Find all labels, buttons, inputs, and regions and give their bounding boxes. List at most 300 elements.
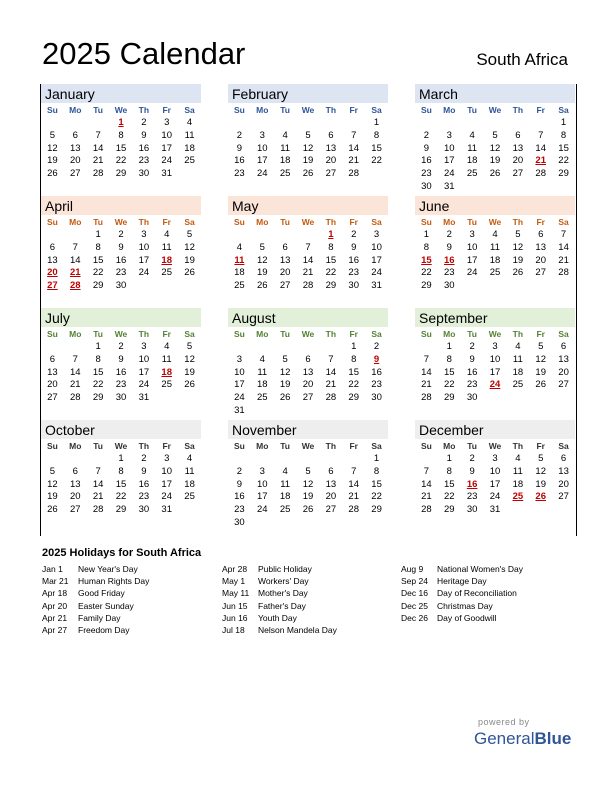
day: 22 xyxy=(371,491,382,503)
day: 6 xyxy=(560,453,567,464)
day: 28 xyxy=(348,504,359,516)
day: 22 xyxy=(92,379,104,391)
holiday-day: 18 xyxy=(161,366,172,378)
month-february xyxy=(228,84,388,195)
day: 20 xyxy=(302,379,314,391)
day: 19 xyxy=(184,366,195,378)
day: 22 xyxy=(348,379,359,391)
weekday-label: Fr xyxy=(349,105,358,115)
day: 9 xyxy=(423,142,430,154)
day: 27 xyxy=(47,392,58,404)
weekday-label: Mo xyxy=(256,217,269,227)
day: 3 xyxy=(446,129,452,141)
holiday-row xyxy=(401,600,581,612)
day-blank xyxy=(251,453,274,466)
day: 19 xyxy=(279,379,291,391)
day: 4 xyxy=(515,453,521,464)
day: 26 xyxy=(47,168,58,180)
holiday-name: Day of Goodwill xyxy=(437,612,497,623)
day: 5 xyxy=(259,241,265,253)
day: 29 xyxy=(115,168,127,180)
day: 10 xyxy=(234,366,245,378)
day: 6 xyxy=(560,341,567,352)
day: 1 xyxy=(95,341,101,352)
holiday-name: Father's Day xyxy=(258,600,306,611)
day: 17 xyxy=(138,366,150,378)
holiday-day: 28 xyxy=(69,280,81,292)
day: 14 xyxy=(92,478,104,490)
weekday-label: Su xyxy=(420,329,432,339)
weekday-header xyxy=(228,215,388,229)
day-blank xyxy=(319,341,342,354)
holiday-date: Dec 25 xyxy=(401,600,428,611)
holiday-row xyxy=(42,624,222,636)
day: 15 xyxy=(443,478,455,490)
day: 5 xyxy=(305,465,311,477)
weekday-label: Th xyxy=(138,441,150,451)
holiday-column-3 xyxy=(401,563,581,624)
holidays-title: 2025 Holidays for South Africa xyxy=(42,547,202,559)
day: 28 xyxy=(92,504,104,516)
day: 1 xyxy=(373,117,380,128)
day-grid xyxy=(41,117,201,181)
day: 18 xyxy=(184,478,195,490)
day: 8 xyxy=(560,129,567,141)
day: 4 xyxy=(186,453,193,464)
holiday-name: Public Holiday xyxy=(258,564,312,574)
day: 19 xyxy=(184,254,195,266)
day: 24 xyxy=(138,379,150,391)
day: 15 xyxy=(115,478,127,490)
day: 2 xyxy=(236,129,243,141)
holiday-row xyxy=(222,624,402,636)
day-blank xyxy=(297,229,320,242)
holiday-row xyxy=(222,575,402,587)
day: 21 xyxy=(348,491,359,503)
day: 9 xyxy=(446,241,452,253)
day-blank xyxy=(64,453,87,466)
day: 21 xyxy=(558,254,569,266)
weekday-label: Su xyxy=(233,441,245,451)
day: 27 xyxy=(558,379,569,391)
day: 10 xyxy=(138,353,150,365)
month-august xyxy=(228,308,388,419)
day: 12 xyxy=(535,353,546,365)
day: 18 xyxy=(279,155,291,167)
weekday-label: Sa xyxy=(371,217,382,227)
day: 18 xyxy=(234,267,245,279)
weekday-label: We xyxy=(114,441,128,451)
day: 26 xyxy=(512,267,524,279)
day-blank xyxy=(484,117,507,130)
day-grid xyxy=(228,229,388,293)
day: 4 xyxy=(515,341,521,352)
holiday-date: Mar 21 xyxy=(42,576,69,587)
day: 16 xyxy=(138,478,150,490)
day: 12 xyxy=(489,142,501,154)
day: 23 xyxy=(138,155,150,167)
day: 26 xyxy=(184,379,195,391)
day: 19 xyxy=(535,478,546,490)
month-december xyxy=(415,420,575,531)
day: 27 xyxy=(302,392,314,404)
day: 5 xyxy=(282,353,288,365)
weekday-label: Sa xyxy=(558,441,569,451)
day: 2 xyxy=(423,129,430,141)
day-grid xyxy=(415,341,575,405)
day: 20 xyxy=(47,379,58,391)
weekday-label: Sa xyxy=(558,105,569,115)
day: 23 xyxy=(115,267,127,279)
weekday-label: Su xyxy=(233,105,245,115)
day: 2 xyxy=(118,341,124,352)
day-grid xyxy=(415,229,575,293)
day: 19 xyxy=(47,155,58,167)
day: 19 xyxy=(302,491,314,503)
weekday-header xyxy=(415,215,575,229)
day: 17 xyxy=(256,491,268,503)
weekday-label: Sa xyxy=(371,441,382,451)
weekday-label: Sa xyxy=(558,217,569,227)
day: 8 xyxy=(118,129,124,141)
holiday-date: Apr 27 xyxy=(42,624,68,635)
day: 8 xyxy=(373,465,380,477)
weekday-label: Th xyxy=(138,329,150,339)
day: 25 xyxy=(234,280,245,292)
holiday-column-1 xyxy=(42,563,222,636)
day: 6 xyxy=(282,241,288,253)
day: 30 xyxy=(348,280,359,292)
day-blank xyxy=(87,453,110,466)
day: 4 xyxy=(186,117,193,128)
day-blank xyxy=(438,117,461,130)
weekday-label: Th xyxy=(512,217,524,227)
day-blank xyxy=(274,117,297,130)
weekday-header xyxy=(41,327,201,341)
day: 13 xyxy=(69,478,81,490)
weekday-label: Mo xyxy=(256,105,269,115)
weekday-label: Th xyxy=(512,105,524,115)
day: 29 xyxy=(421,280,432,292)
day: 14 xyxy=(348,142,359,154)
day: 16 xyxy=(138,142,150,154)
day: 30 xyxy=(466,392,478,404)
day: 11 xyxy=(257,366,268,378)
holiday-day: 18 xyxy=(161,254,172,266)
day: 12 xyxy=(184,353,195,365)
day: 10 xyxy=(371,241,382,253)
day: 22 xyxy=(443,491,455,503)
day: 16 xyxy=(466,366,478,378)
day: 24 xyxy=(256,504,268,516)
day: 25 xyxy=(161,379,172,391)
weekday-label: We xyxy=(301,441,315,451)
day: 26 xyxy=(184,267,195,279)
weekday-label: Tu xyxy=(93,441,104,451)
day-blank xyxy=(461,117,484,130)
month-january xyxy=(41,84,201,195)
day: 7 xyxy=(423,465,430,477)
weekday-label: Mo xyxy=(256,329,269,339)
day: 28 xyxy=(92,168,104,180)
day: 25 xyxy=(184,155,195,167)
day: 16 xyxy=(234,155,245,167)
day-blank xyxy=(415,453,438,466)
holiday-date: Dec 16 xyxy=(401,588,428,599)
day: 5 xyxy=(538,341,544,352)
holiday-day: 1 xyxy=(328,229,334,240)
day: 30 xyxy=(115,280,127,292)
weekday-label: Su xyxy=(420,441,432,451)
day: 31 xyxy=(138,392,150,404)
day: 25 xyxy=(466,168,478,180)
day: 23 xyxy=(371,379,382,391)
holiday-column-2 xyxy=(222,563,402,636)
day: 12 xyxy=(184,241,195,253)
day: 4 xyxy=(164,341,170,352)
holiday-day: 24 xyxy=(489,379,501,391)
month-name: May xyxy=(228,196,388,215)
day: 7 xyxy=(72,353,78,365)
day-grid xyxy=(415,117,575,194)
holiday-row xyxy=(401,575,581,587)
day: 7 xyxy=(305,241,311,253)
day: 22 xyxy=(443,379,455,391)
month-july xyxy=(41,308,201,419)
day: 30 xyxy=(466,504,478,516)
day: 4 xyxy=(282,129,288,141)
day-grid xyxy=(228,453,388,530)
month-name: June xyxy=(415,196,575,215)
day: 30 xyxy=(421,180,432,192)
day: 24 xyxy=(161,155,172,167)
weekday-label: Th xyxy=(138,217,150,227)
day: 14 xyxy=(325,366,337,378)
holiday-day: 15 xyxy=(421,254,432,266)
day: 27 xyxy=(69,168,81,180)
weekday-label: Tu xyxy=(280,329,291,339)
month-name: April xyxy=(41,196,201,215)
day: 10 xyxy=(489,465,501,477)
day: 21 xyxy=(325,379,337,391)
day-blank xyxy=(64,229,87,242)
day: 18 xyxy=(184,142,195,154)
day: 15 xyxy=(558,142,569,154)
day: 16 xyxy=(348,254,359,266)
day: 26 xyxy=(302,504,314,516)
day: 13 xyxy=(47,254,58,266)
day: 13 xyxy=(279,254,291,266)
day: 9 xyxy=(118,241,124,253)
holiday-name: New Year's Day xyxy=(78,564,138,574)
day: 22 xyxy=(115,491,127,503)
weekday-header xyxy=(415,103,575,117)
weekday-label: Th xyxy=(325,105,337,115)
day: 28 xyxy=(421,392,432,404)
day-grid xyxy=(41,453,201,517)
day: 17 xyxy=(489,366,501,378)
day: 10 xyxy=(489,353,501,365)
day: 30 xyxy=(443,280,455,292)
day: 27 xyxy=(279,280,291,292)
weekday-header xyxy=(415,439,575,453)
brand-logo[interactable] xyxy=(474,729,571,749)
day: 15 xyxy=(348,366,359,378)
day: 4 xyxy=(469,129,475,141)
day: 26 xyxy=(302,168,314,180)
holiday-row xyxy=(222,587,402,599)
day: 31 xyxy=(161,504,172,516)
holiday-name: Christmas Day xyxy=(437,600,493,611)
day-grid xyxy=(41,229,201,293)
day: 26 xyxy=(47,504,58,516)
day: 18 xyxy=(466,155,478,167)
holiday-row xyxy=(42,575,222,587)
day: 10 xyxy=(443,142,455,154)
weekday-label: Tu xyxy=(280,441,291,451)
day: 9 xyxy=(236,142,243,154)
day: 13 xyxy=(558,465,569,477)
day: 27 xyxy=(512,168,524,180)
day: 17 xyxy=(466,254,478,266)
day: 16 xyxy=(371,366,382,378)
day: 13 xyxy=(558,353,569,365)
day: 31 xyxy=(234,404,245,416)
day: 1 xyxy=(95,229,101,240)
day: 7 xyxy=(560,229,567,240)
month-name: January xyxy=(41,84,201,103)
weekday-label: We xyxy=(301,329,315,339)
day: 14 xyxy=(421,478,432,490)
day: 25 xyxy=(512,379,524,391)
weekday-label: We xyxy=(488,105,502,115)
holiday-day: 21 xyxy=(69,267,81,279)
day: 19 xyxy=(302,155,314,167)
weekday-label: Sa xyxy=(371,329,382,339)
weekday-label: Th xyxy=(325,441,337,451)
day: 28 xyxy=(558,267,569,279)
holiday-name: Heritage Day xyxy=(437,576,487,587)
day: 11 xyxy=(467,142,478,154)
holiday-row xyxy=(222,612,402,624)
weekday-label: Su xyxy=(420,217,432,227)
day: 11 xyxy=(490,241,500,253)
day: 16 xyxy=(115,366,127,378)
day: 8 xyxy=(373,129,380,141)
day: 31 xyxy=(443,180,455,192)
day: 11 xyxy=(280,142,291,154)
month-may xyxy=(228,196,388,307)
weekday-label: Fr xyxy=(162,217,171,227)
weekday-label: Mo xyxy=(443,105,456,115)
day: 9 xyxy=(236,478,243,490)
day-blank xyxy=(228,341,251,354)
day: 26 xyxy=(279,392,291,404)
day: 20 xyxy=(325,155,337,167)
day: 11 xyxy=(161,241,172,253)
page-title: 2025 Calendar xyxy=(42,36,246,71)
holiday-date: Jul 18 xyxy=(222,624,245,635)
day: 14 xyxy=(92,142,104,154)
day: 1 xyxy=(118,453,124,464)
weekday-label: Su xyxy=(46,105,58,115)
day: 12 xyxy=(256,254,268,266)
day: 25 xyxy=(489,267,501,279)
day: 11 xyxy=(184,129,195,141)
holiday-name: Freedom Day xyxy=(78,624,130,635)
day: 5 xyxy=(49,129,56,141)
weekday-label: We xyxy=(488,329,502,339)
holiday-name: Good Friday xyxy=(78,588,125,599)
day: 7 xyxy=(423,353,430,365)
day: 29 xyxy=(92,280,104,292)
holiday-day: 11 xyxy=(234,254,245,266)
weekday-label: Th xyxy=(325,329,337,339)
day: 29 xyxy=(443,504,455,516)
day: 15 xyxy=(325,254,337,266)
day: 22 xyxy=(558,155,569,167)
weekday-label: Su xyxy=(46,441,58,451)
day: 5 xyxy=(515,229,521,240)
day: 6 xyxy=(72,465,78,477)
weekday-label: Fr xyxy=(536,441,545,451)
day-blank xyxy=(297,453,320,466)
day: 23 xyxy=(115,379,127,391)
day: 1 xyxy=(446,341,452,352)
day: 28 xyxy=(535,168,546,180)
day: 26 xyxy=(256,280,268,292)
day-grid xyxy=(41,341,201,405)
day: 22 xyxy=(115,155,127,167)
day: 17 xyxy=(443,155,455,167)
day: 15 xyxy=(92,366,104,378)
day: 23 xyxy=(466,379,478,391)
day: 2 xyxy=(236,465,243,477)
weekday-label: Mo xyxy=(69,105,82,115)
day: 7 xyxy=(95,465,101,477)
holiday-row xyxy=(401,612,581,624)
holiday-name: Easter Sunday xyxy=(78,600,134,611)
day: 1 xyxy=(351,341,357,352)
day: 19 xyxy=(512,254,524,266)
day: 18 xyxy=(512,366,524,378)
day: 6 xyxy=(515,129,521,141)
day: 31 xyxy=(161,168,172,180)
day: 9 xyxy=(118,353,124,365)
weekday-label: We xyxy=(488,441,502,451)
day: 9 xyxy=(469,465,475,477)
weekday-label: Su xyxy=(46,217,58,227)
day: 20 xyxy=(69,155,81,167)
day: 17 xyxy=(161,142,172,154)
day: 21 xyxy=(302,267,314,279)
holiday-day: 25 xyxy=(512,491,524,503)
day: 25 xyxy=(161,267,172,279)
day: 14 xyxy=(69,254,81,266)
day: 25 xyxy=(279,168,291,180)
weekday-label: Fr xyxy=(162,105,171,115)
day-blank xyxy=(297,117,320,130)
day: 3 xyxy=(164,117,170,128)
weekday-label: Su xyxy=(420,105,432,115)
weekday-header xyxy=(228,439,388,453)
day: 14 xyxy=(348,478,359,490)
day: 20 xyxy=(535,254,546,266)
day: 15 xyxy=(92,254,104,266)
day: 12 xyxy=(302,478,314,490)
day: 28 xyxy=(348,168,359,180)
day: 17 xyxy=(234,379,245,391)
